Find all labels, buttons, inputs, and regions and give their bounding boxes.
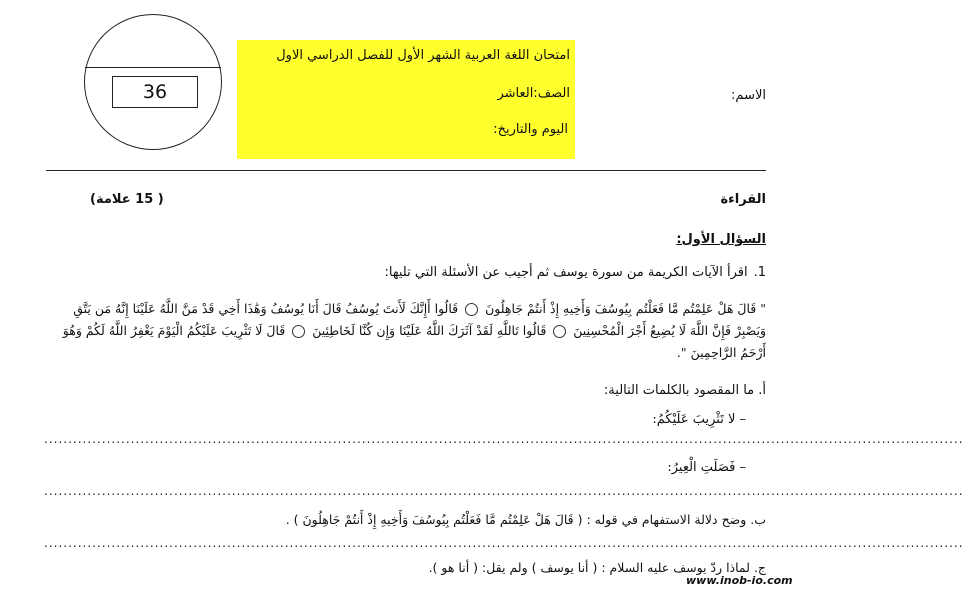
answer-line[interactable]: ............................................................................................................................................................................................... [44, 484, 964, 498]
part-b-question: ب. وضح دلالة الاستفهام في قوله : ( قَالَ هَلْ عَلِمْتُم مَّا فَعَلْتُم بِيُوسُفَ وَأَخِيهِ إِذْ أَنتُمْ جَاهِلُونَ ) . [285, 512, 766, 527]
instruction-text: اقرأ الآيات الكريمة من سورة يوسف ثم أجيب عن الأسئلة التي تليها: [384, 265, 748, 280]
verse-end-icon [292, 325, 305, 338]
verse-part: قَالُوا أَإِنَّكَ لَأَنتَ يُوسُفُ قَالَ أَنَا يُوسُفُ وَهَٰذَا أَخِي قَدْ مَنَّ اللَّهُ عَلَيْنَا إِنَّهُ مَن يَتَّقِ وَيَصْبِرْ فَإِنَّ اللَّهَ لَا يُضِيعُ أَجْرَ الْمُحْسِنِينَ [73, 301, 766, 338]
exam-title: امتحان اللغة العربية الشهر الأول للفصل الدراسي الاول [276, 48, 570, 63]
section-marks: ( 15 علامة) [90, 192, 164, 207]
part-a-item: – فَصَلَتِ الْعِيرُ: [667, 460, 746, 475]
verse-part: " قَالَ هَلْ عَلِمْتُم مَّا فَعَلْتُم بِيُوسُفَ وَأَخِيهِ إِذْ أَنتُمْ جَاهِلُونَ [485, 301, 766, 316]
date-label: اليوم والتاريخ: [493, 122, 568, 137]
verse-part: قَالَ لَا تَثْرِيبَ عَلَيْكُمُ الْيَوْمَ يَغْفِرُ اللَّهُ لَكُمْ وَهُوَ أَرْحَمُ الرَّاحِمِينَ ". [62, 323, 766, 360]
part-c-question: ج. لماذا ردّ يوسف عليه السلام : ( أنا يوسف ) ولم يقل: ( أنا هو ). [428, 560, 766, 575]
grade-label: الصف:العاشر [497, 86, 570, 101]
verse-part: قَالُوا تَاللَّهِ لَقَدْ آثَرَكَ اللَّهُ عَلَيْنَا وَإِن كُنَّا لَخَاطِئِينَ [312, 323, 547, 338]
question-number: 1. [753, 265, 766, 280]
question-title: السؤال الأول: [676, 232, 766, 247]
verse-end-icon [465, 303, 478, 316]
part-a-question: أ. ما المقصود بالكلمات التالية: [603, 383, 766, 398]
watermark: www.inob-io.com [686, 574, 793, 587]
quran-verses [42, 298, 766, 364]
answer-line[interactable]: ............................................................................................................................................................................................... [44, 432, 964, 446]
grade-divider [85, 67, 221, 68]
header-divider [46, 170, 766, 171]
student-name-label: الاسم: [731, 88, 766, 103]
answer-line[interactable]: ............................................................................................................................................................................................... [44, 536, 964, 550]
part-a-item: – لا تَثْرِيبَ عَلَيْكُمُ: [652, 412, 746, 427]
question-instruction [385, 265, 766, 280]
score-box: 36 [112, 76, 198, 108]
section-title: القراءة [720, 192, 766, 207]
verse-end-icon [553, 325, 566, 338]
